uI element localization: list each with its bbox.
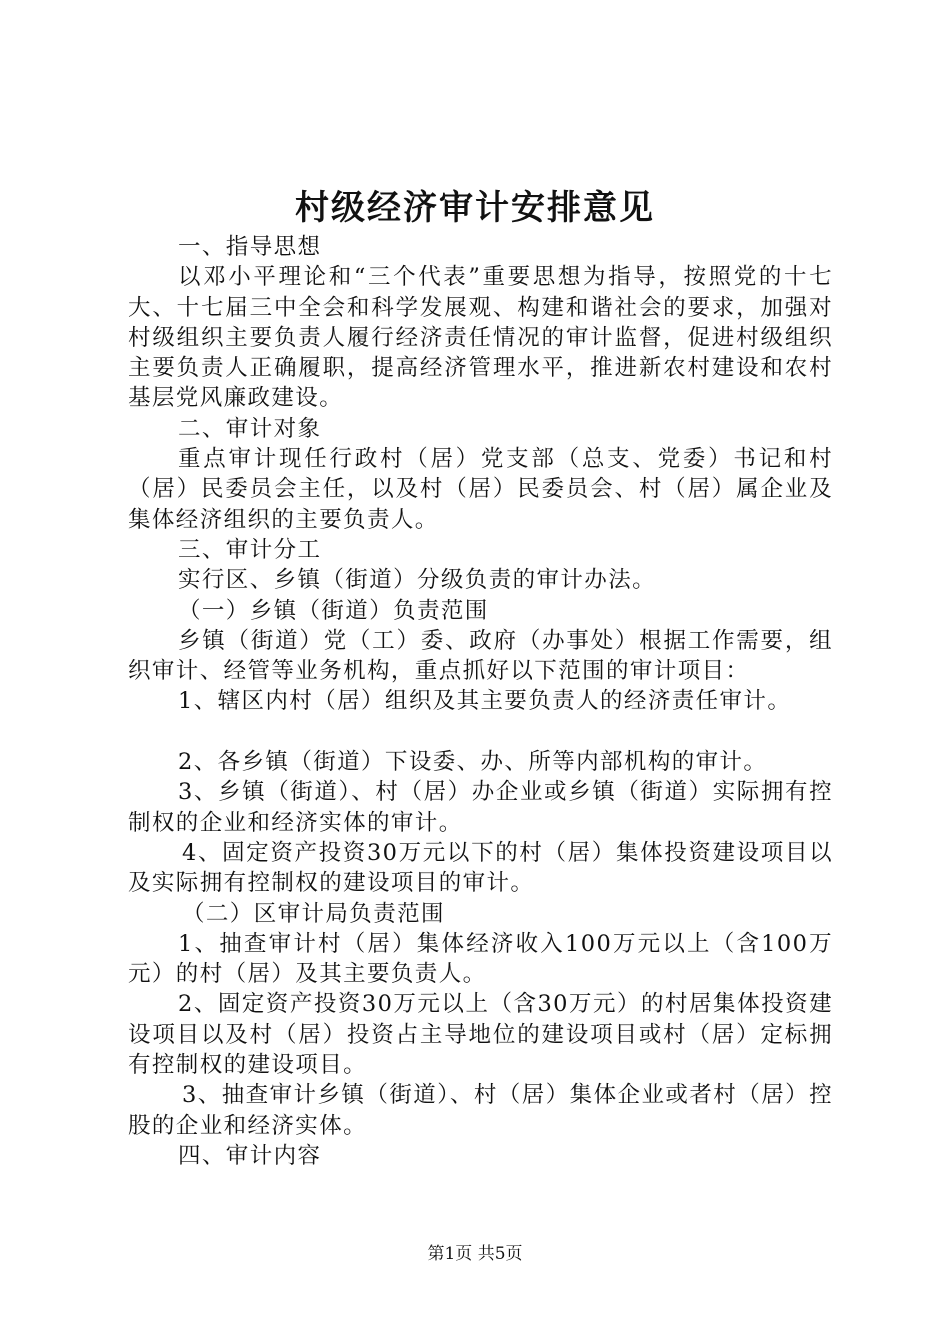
paragraph-audit-targets: 重点审计现任行政村（居）党支部（总支、党委）书记和村（居）民委员会主任，以及村（居）民委员会、村（居）属企业及集体经济组织的主要负责人。 (128, 446, 833, 533)
section-heading-4: 四、审计内容 (178, 1142, 322, 1169)
list-item-township-3: 3、乡镇（街道）、村（居）办企业或乡镇（街道）实际拥有控制权的企业和经济实体的审计。 (128, 779, 833, 836)
section-heading-3: 三、审计分工 (178, 536, 322, 563)
section-heading-1: 一、指导思想 (178, 234, 322, 260)
blank-line (128, 717, 833, 747)
list-item-district-2: 2、固定资产投资30万元以上（含30万元）的村居集体投资建设项目以及村（居）投资占主导地位的建设项目或村（居）定标拥有控制权的建设项目。 (128, 991, 833, 1079)
list-item-township-4: 4、固定资产投资30万元以下的村（居）集体投资建设项目以及实际拥有控制权的建设项目的审计。 (128, 839, 833, 897)
document-title: 村级经济审计安排意见 (295, 188, 655, 228)
list-item-district-1: 1、抽查审计村（居）集体经济收入100万元以上（含100万元）的村（居）及其主要负责人。 (128, 930, 833, 988)
document-body (128, 232, 833, 1171)
subsection-heading-2: （二）区审计局负责范围 (182, 900, 445, 927)
page-number: 第1页 共5页 (427, 1244, 523, 1264)
paragraph-division-intro: 实行区、乡镇（街道）分级负责的审计办法。 (178, 567, 657, 594)
subsection-heading-1: （一）乡镇（街道）负责范围 (178, 597, 489, 624)
list-item-township-2: 2、各乡镇（街道）下设委、办、所等内部机构的审计。 (178, 749, 768, 776)
list-item-township-1: 1、辖区内村（居）组织及其主要负责人的经济责任审计。 (178, 688, 792, 715)
list-item-district-3: 3、抽查审计乡镇（街道）、村（居）集体企业或者村（居）控股的企业和经济实体。 (128, 1082, 833, 1139)
paragraph-guiding-ideology: 以邓小平理论和“三个代表”重要思想为指导，按照党的十七大、十七届三中全会和科学发展观、构建和谐社会的要求，加强对村级组织主要负责人履行经济责任情况的审计监督，促进村级组织主要负责人正确履职，提高经济管理水平，推进新农村建设和农村基层党风廉政建设。 (128, 264, 833, 412)
paragraph-township-scope: 乡镇（街道）党（工）委、政府（办事处）根据工作需要，组织审计、经管等业务机构，重点抓好以下范围的审计项目： (128, 627, 833, 685)
section-heading-2: 二、审计对象 (178, 415, 322, 442)
